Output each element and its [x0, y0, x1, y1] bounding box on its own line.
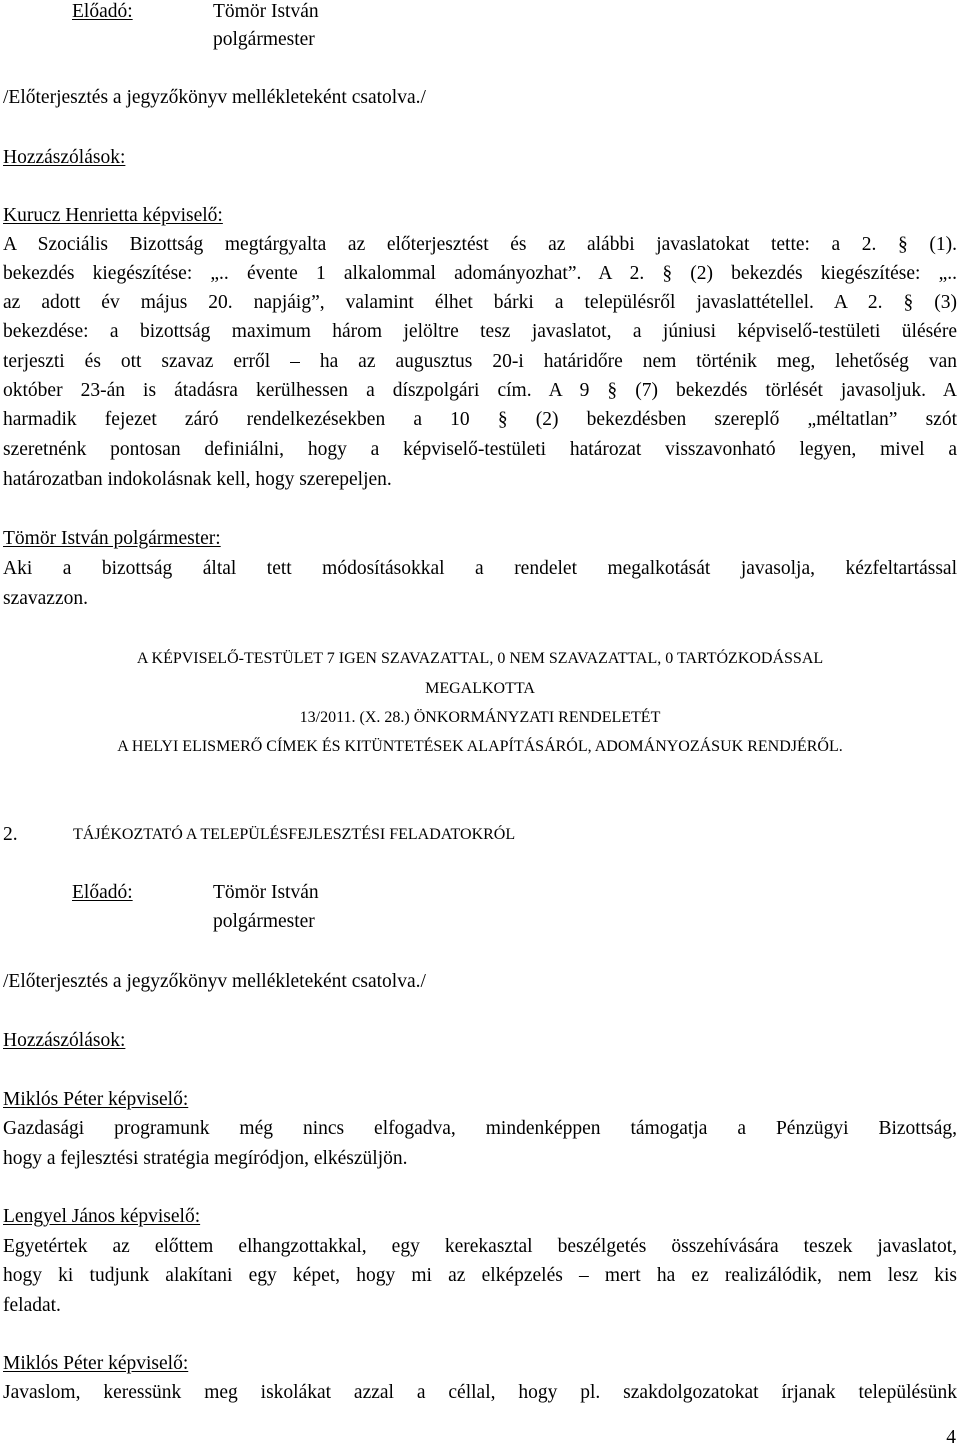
paragraph-line: szavazzon.	[3, 588, 88, 609]
paragraph-line: szeretnénk pontosan definiálni, hogy a képviselő-testületi határozat visszavonható legyen, mivel a	[3, 439, 957, 460]
comments-heading: Hozzászólások:	[3, 1030, 126, 1051]
resolution-number: 13/2011. (X. 28.) ÖNKORMÁNYZATI RENDELETÉT	[299, 709, 661, 726]
paragraph-line: feladat.	[3, 1295, 61, 1316]
comments-heading: Hozzászólások:	[3, 147, 126, 168]
paragraph-line: A Szociális Bizottság megtárgyalta az előterjesztést és az alábbi javaslatokat tette: a 2. § (1).	[3, 234, 957, 255]
speaker-tomor: Tömör István polgármester:	[3, 528, 221, 549]
paragraph-line: Gazdasági programunk még nincs elfogadva, mindenképpen támogatja a Pénzügyi Bizottság,	[3, 1118, 957, 1139]
paragraph-line: bekezdés kiegészítése: „.. évente 1 alkalommal adományozhat”. A 2. § (2) bekezdés kiegészítése: „..	[3, 263, 957, 284]
paragraph-line: hogy ki tudjunk alakítani egy képet, hogy mi az elképzelés – mert ha ez realizálódik, nem lesz kis	[3, 1265, 957, 1286]
agenda-title: TÁJÉKOZTATÓ A TELEPÜLÉSFEJLESZTÉSI FELADATOKRÓL	[73, 826, 516, 843]
paragraph-line: Egyetértek az előttem elhangzottakkal, egy kerekasztal beszélgetés összehívására teszek javaslatot,	[3, 1236, 957, 1257]
presenter-name: Tömör István	[213, 1, 319, 22]
speaker-miklos: Miklós Péter képviselő:	[3, 1353, 189, 1374]
presenter-name: Tömör István	[213, 882, 319, 903]
attachment-note: /Előterjesztés a jegyzőkönyv mellékleteként csatolva./	[3, 87, 426, 108]
paragraph-line: hogy a fejlesztési stratégia megíródjon, elkészüljön.	[3, 1148, 408, 1169]
speaker-miklos: Miklós Péter képviselő:	[3, 1089, 189, 1110]
attachment-note: /Előterjesztés a jegyzőkönyv mellékleteként csatolva./	[3, 971, 426, 992]
page-number: 4	[946, 1427, 956, 1448]
paragraph-line: Aki a bizottság által tett módosításokkal a rendelet megalkotását javasolja, kézfeltartással	[3, 558, 957, 579]
speaker-lengyel: Lengyel János képviselő:	[3, 1206, 201, 1227]
presenter-role: polgármester	[213, 29, 315, 50]
resolution-vote: A KÉPVISELŐ-TESTÜLET 7 IGEN SZAVAZATTAL, 0 NEM SZAVAZATTAL, 0 TARTÓZKODÁSSAL	[136, 650, 824, 667]
paragraph-line: bekezdése: a bizottság maximum három jelöltre tesz javaslatot, a júniusi képviselő-testületi ülésére	[3, 321, 957, 342]
speaker-kurucz: Kurucz Henrietta képviselő:	[3, 205, 223, 226]
resolution-title: A HELYI ELISMERŐ CÍMEK ÉS KITÜNTETÉSEK ALAPÍTÁSÁRÓL, ADOMÁNYOZÁSUK RENDJÉRŐL.	[117, 738, 843, 755]
paragraph-line: határozatban indokolásnak kell, hogy szerepeljen.	[3, 469, 392, 490]
presenter-label: Előadó:	[72, 1, 133, 22]
paragraph-line: október 23-án is átadásra kerülhessen a díszpolgári cím. A 9 § (7) bekezdés törlését javasoljuk. A	[3, 380, 957, 401]
resolution-adopted: MEGALKOTTA	[425, 680, 535, 697]
paragraph-line: harmadik fejezet záró rendelkezésekben a 10 § (2) bekezdésben szereplő „méltatlan” szót	[3, 409, 957, 430]
agenda-number: 2.	[3, 824, 18, 845]
paragraph-line: terjeszti és ott szavaz erről – ha az augusztus 20-i határidőre nem történik meg, lehetőség van	[3, 351, 957, 372]
paragraph-line: az adott év május 20. napjáig”, valamint élhet bárki a településről javaslattétellel. A 2. § (3)	[3, 292, 957, 313]
presenter-role: polgármester	[213, 911, 315, 932]
paragraph-line: Javaslom, keressünk meg iskolákat azzal a céllal, hogy pl. szakdolgozatokat írjanak településünk	[3, 1382, 957, 1403]
presenter-label: Előadó:	[72, 882, 133, 903]
